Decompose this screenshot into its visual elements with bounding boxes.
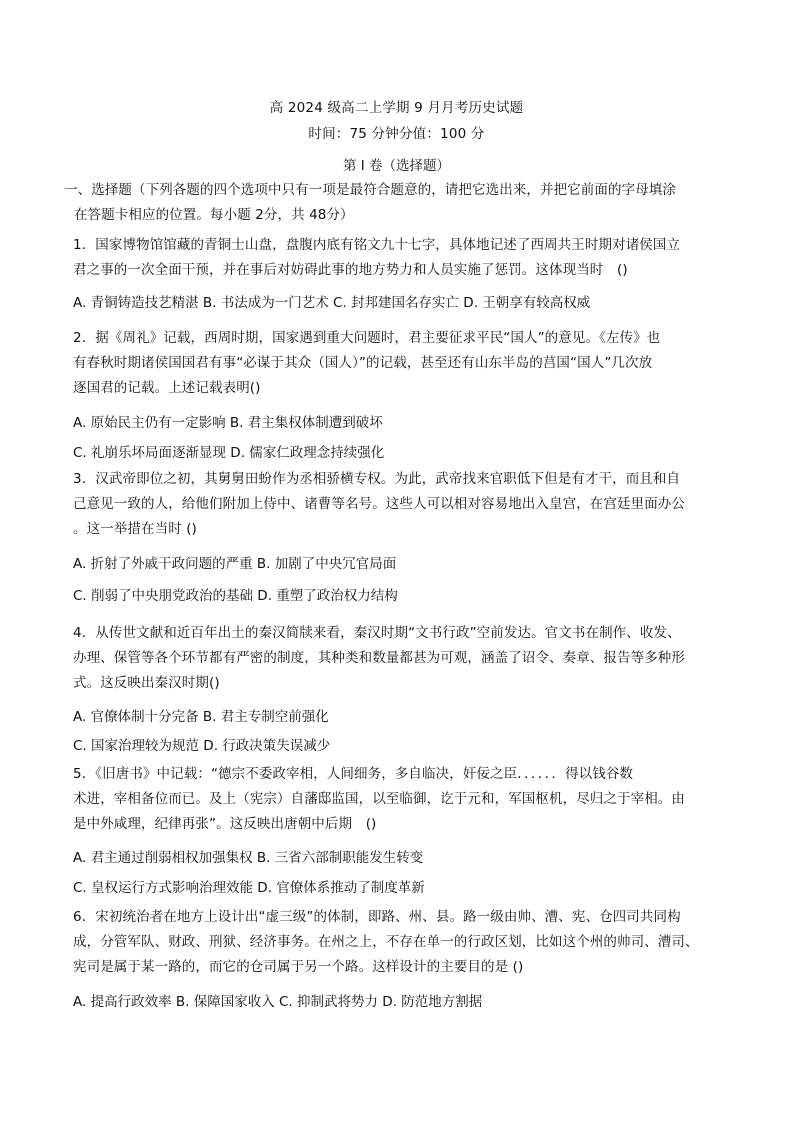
question-line: 成，分管军队、财政、刑狱、经济事务。在州之上，不存在单一的行政区划，比如这个州的帅司、漕司、	[73, 934, 699, 950]
question-6-stem	[73, 905, 713, 980]
question-line: 己意见一致的人，给他们附加上侍中、诸曹等名号。这些人可以相对容易地出入皇宫，在宫廷里面办公	[73, 496, 685, 512]
question-2-option-line: C. 礼崩乐坏局面逐渐显现 D. 儒家仁政理念持续强化	[73, 445, 385, 461]
instructions-line: 在答题卡相应的位置。每小题 2分，共 48分）	[74, 207, 354, 223]
question-5-stem	[73, 762, 713, 837]
exam-title: 高 2024 级高二上学期 9 月月考历史试题	[269, 100, 524, 116]
question-line: 5．《旧唐书》中记载：“德宗不委政宰相，人间细务，多自临决，奸佞之臣．．．．．．得以钱谷数	[73, 766, 634, 782]
question-line: 有春秋时期诸侯国国君有事“必谋于其众（国人）”的记载，甚至还有山东半岛的莒国“国人”几次放	[73, 355, 653, 371]
instructions	[64, 178, 724, 228]
question-4-stem	[73, 621, 713, 696]
question-line: 。这一举措在当时 ()	[73, 521, 197, 537]
question-5-option-line: C. 皇权运行方式影响治理效能 D. 官僚体系推动了制度革新	[73, 880, 425, 896]
question-1-stem	[73, 233, 713, 283]
question-line: 君之事的一次全面干预，并在事后对妨碍此事的地方势力和人员实施了惩罚。这体现当时 ()	[73, 262, 628, 278]
question-line: 是中外咸理，纪律再张”。这反映出唐朝中后期 ()	[73, 816, 377, 832]
question-line: 1．国家博物馆馆藏的青铜士山盘，盘腹内底有铭文九十七字，具体地记述了西周共王时期对诸侯国立	[73, 237, 681, 253]
question-6-options: A. 提高行政效率 B. 保障国家收入 C. 抑制武将势力 D. 防范地方割据	[73, 994, 483, 1010]
question-3-option-line: C. 削弱了中央朋党政治的基础 D. 重塑了政治权力结构	[73, 588, 398, 604]
section-label: 第 I 卷（选择题）	[342, 158, 451, 174]
question-4-option-line: C. 国家治理较为规范 D. 行政决策失误减少	[73, 738, 331, 754]
question-line: 式。这反映出秦汉时期()	[73, 675, 220, 691]
exam-meta: 时间：75 分钟分值：100 分	[308, 126, 485, 142]
question-line: 办理、保管等各个环节都有严密的制度，其种类和数量都甚为可观，涵盖了诏令、奏章、报告等多种形	[73, 650, 685, 666]
question-line: 逐国君的记载。上述记载表明()	[73, 380, 261, 396]
question-5-option-line: A. 君主通过削弱相权加强集权 B. 三省六部制职能发生转变	[73, 850, 424, 866]
question-2-option-line: A. 原始民主仍有一定影响 B. 君主集权体制遭到破坏	[73, 415, 383, 431]
question-line: 6．宋初统治者在地方上设计出“虚三级”的体制，即路、州、县。路一级由帅、漕、宪、仓四司共同构	[73, 909, 681, 925]
question-line: 2．据《周礼》记载，西周时期，国家遇到重大问题时，君主要征求平民“国人”的意见。《左传》也	[73, 330, 661, 346]
question-4-option-line: A. 官僚体制十分完备 B. 君主专制空前强化	[73, 709, 329, 725]
question-1-options: A. 青铜铸造技艺精湛 B. 书法成为一门艺术 C. 封邦建国名存实亡 D. 王朝享有较高权威	[73, 295, 591, 311]
instructions-line: 一、选择题（下列各题的四个选项中只有一项是最符合题意的，请把它选出来，并把它前面的字母填涂	[64, 182, 676, 198]
question-3-stem	[73, 467, 713, 542]
question-line: 宪司是属于某一路的，而它的仓司属于另一个路。这样设计的主要目的是 ()	[73, 959, 524, 975]
question-line: 术进，宰相备位而已。及上（宪宗）自藩邸监国，以至临御，讫于元和，军国枢机，尽归之于宰相。由	[73, 791, 685, 807]
question-3-option-line: A. 折射了外戚干政问题的严重 B. 加剧了中央冗官局面	[73, 556, 397, 572]
question-line: 4．从传世文献和近百年出土的秦汉简牍来看，秦汉时期“文书行政”空前发达。官文书在制作、收发、	[73, 625, 681, 641]
question-2-stem	[73, 326, 713, 401]
question-line: 3．汉武帝即位之初，其舅舅田蚡作为丞相骄横专权。为此，武帝找来官职低下但是有才干，而且和自	[73, 471, 681, 487]
